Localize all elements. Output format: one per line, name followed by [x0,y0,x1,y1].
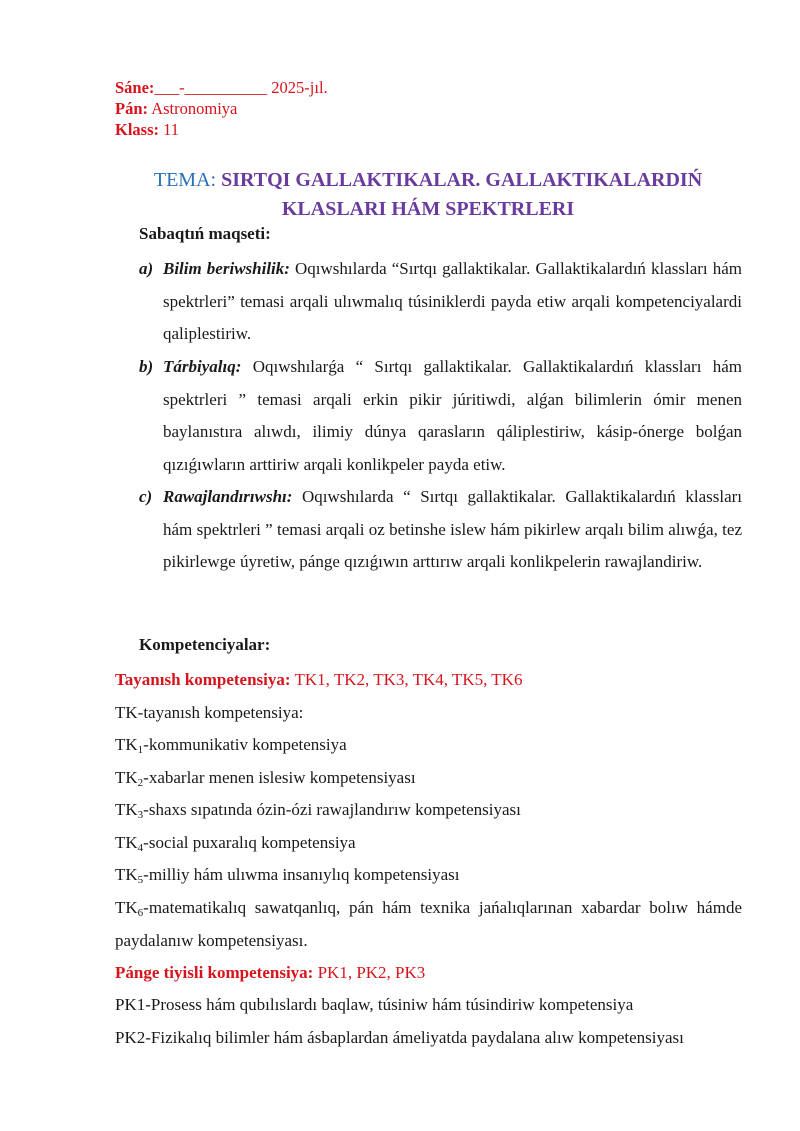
tk-item-3: $TK_3$-shaxs sıpatında ózin-ózi rawajlandırıw kompetensiyası [115,800,521,821]
base-competency-line [115,664,742,697]
tk-item-2: $TK_2$-xabarlar menen islesiw kompetensiyası [115,768,416,789]
subject-label: Pán: [115,99,148,118]
aim-item-b [139,351,742,481]
competencies-heading: Kompetenciyalar: [139,635,271,654]
pk-item-1: PK1-Prosess hám qubılıslardı baqlaw, túsiniw hám túsindiriw kompetensiya [115,995,634,1014]
title-label: TEMA: [153,169,217,191]
date-value: ___-__________ 2025-jıl. [154,78,328,97]
aim-text: Oqıwshılarǵa “ Sırtqı gallaktikalar. Gallaktikalardıń klassları hám spektrleri ” temasi arqali erkin pikir júritiwdi, alǵan bilimlerin ómir menen baylanıstıra alıwdı, ilimiy dúnya qarasların qáliplestiriw, kásip-ónerge bolǵan qızıǵıwların arttiriw arqali konlikpeler payda etiw. [163,357,743,474]
subject-value: Astronomiya [151,99,238,118]
subject-competency-line [115,957,742,990]
aims-heading: Sabaqtıń maqseti: [139,224,271,243]
pk-item-2: PK2-Fizikalıq bilimler hám ásbaplardan ámeliyatda paydalana alıw kompetensiyası [115,1028,684,1047]
page-title-continued [100,196,756,222]
aim-label: Rawajlandırıwshı: [163,487,293,506]
title-line-1: SIRTQI GALLAKTIKALAR. GALLAKTIKALARDIŃ [221,169,703,191]
aim-item-a [139,253,742,351]
class-line [115,119,179,140]
page-title [100,167,756,193]
tk-item-1: $TK_1$-kommunikativ kompetensiya [115,735,347,756]
base-competency-label: Tayanısh kompetensiya: [115,670,291,689]
subject-competency-label: Pánge tiyisli kompetensiya: [115,963,314,982]
tk-item-4: $TK_4$-social puxaralıq kompetensiya [115,833,356,854]
tk-intro: TK-tayanısh kompetensiya: [115,703,304,722]
aim-text: Oqıwshılarda “Sırtqı gallaktikalar. Gallaktikalardıń klassları hám spektrleri” temasi arqali ulıwmalıq túsiniklerdi payda etiw arqali kompetenciyalardi qaliplestiriw. [163,259,743,344]
aim-text: Oqıwshılarda “ Sırtqı gallaktikalar. Gallaktikalardıń klassları hám spektrleri ” temasi arqali oz betinshe islew hám pikirlew arqalı bilim alıwǵa, tez pikirlewge úyretiw, pánge qızıǵıwın arttırıw arqali konlikpelerin rawajlandiriw. [163,487,742,572]
date-label: Sáne: [115,78,155,97]
aim-marker: b) [139,357,154,376]
class-value: 11 [163,120,180,139]
aim-item-c [139,481,742,579]
aim-label: Bilim beriwshilik: [163,259,290,278]
subject-competency-value: PK1, PK2, PK3 [317,963,426,982]
date-line [115,77,328,98]
tk-item-5: $TK_5$-milliy hám ulıwma insanıylıq kompetensiyası [115,865,460,886]
aim-marker: c) [139,487,153,506]
tk-item-6: $TK_6$-matematikalıq sawatqanlıq, pán hám texnika jańalıqlarınan xabardar bolıw hámde paydalanıw kompetensiyası. [115,898,742,950]
aim-label: Tárbiyalıq: [163,357,242,376]
subject-line [115,98,237,119]
base-competency-value: TK1, TK2, TK3, TK4, TK5, TK6 [294,670,523,689]
class-label: Klass: [115,120,160,139]
aim-marker: a) [139,259,154,278]
title-line-2: KLASLARI HÁM SPEKTRLERI [281,198,575,220]
